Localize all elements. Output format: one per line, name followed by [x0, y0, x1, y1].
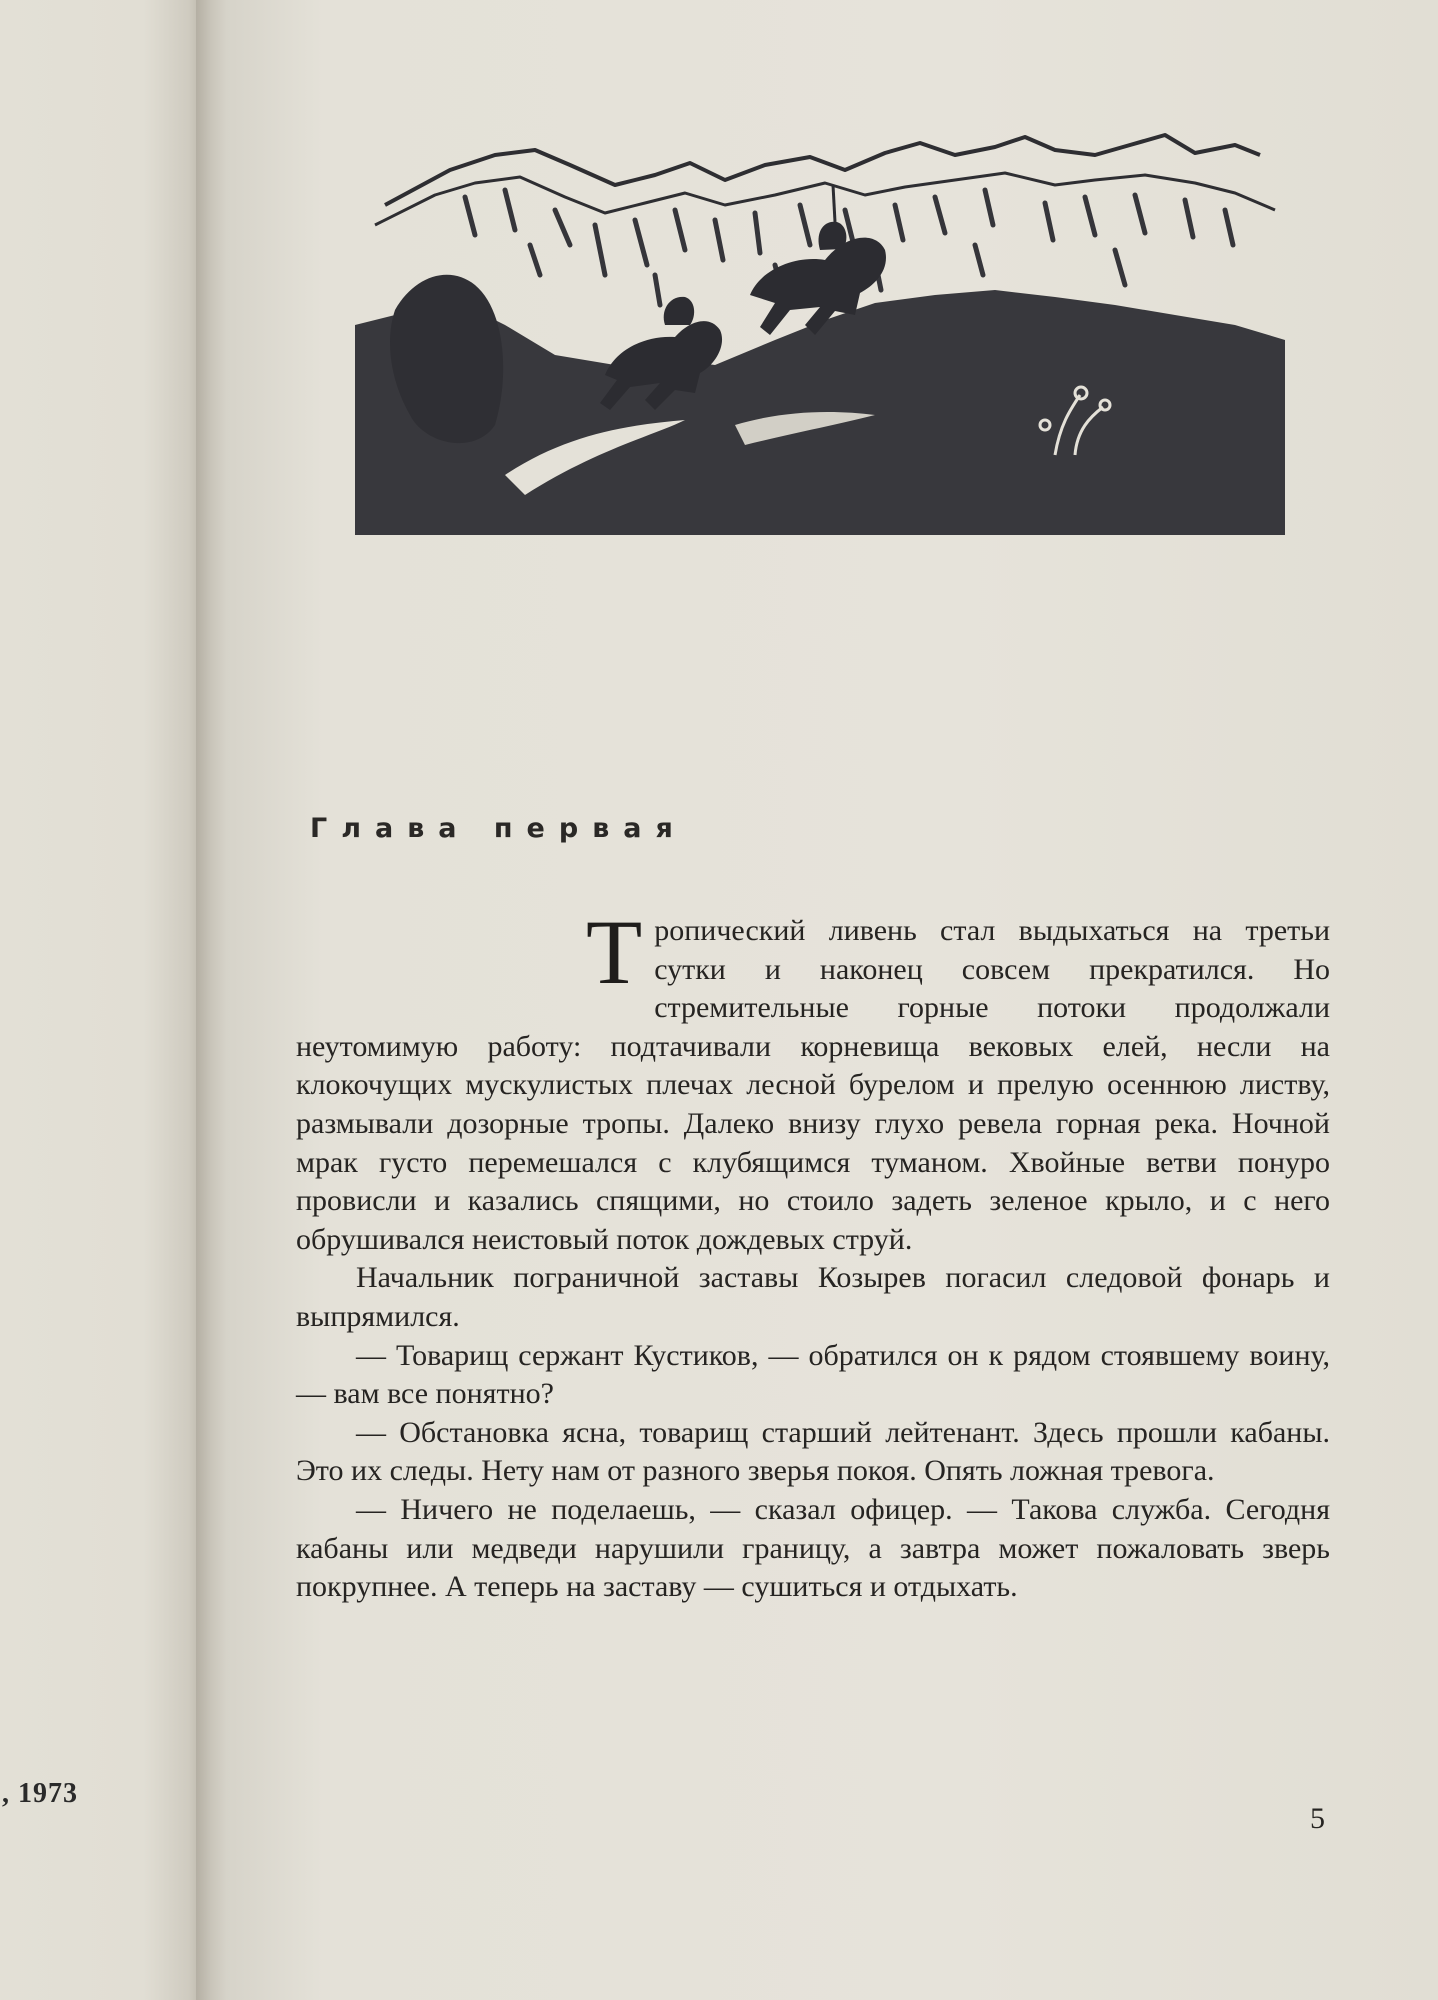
paragraph-3: — Товарищ сержант Кустиков, — обратился он к рядом стоявшему воину, — вам все понятно? — [296, 1338, 1330, 1411]
paragraph-1-text: ропический ливень стал выдыхаться на третьи сутки и наконец совсем прекратился. Но стремительные горные потоки продолжали неутомимую работу: подтачивали корневища вековых елей, несли на клокочущих мускулистых плечах лесной бурелом и прелую осеннюю листву, размывали дозорные тропы. Далеко внизу глухо ревела горная река. Ночной мрак густо перемешался с клубящимся туманом. Хвойные ветви понуро провисли и казались спящими, но стоило задеть зеленое крыло, и с него обрушивался неистовый поток дождевых струй. — [296, 914, 1330, 1256]
mountain-ridge-back — [385, 135, 1260, 205]
paragraph-4: — Обстановка ясна, товарищ старший лейтенант. Здесь прошли кабаны. Это их следы. Нету нам от разного зверья покоя. Опять ложная тревога. — [296, 1415, 1330, 1488]
paragraph-1 — [296, 901, 1330, 1259]
left-page — [0, 0, 205, 2000]
left-page-fragment: , 1973 — [2, 1778, 78, 1809]
dropcap-letter: Т — [586, 901, 643, 1003]
chapter-title: Глава первая — [310, 813, 687, 844]
body-text — [296, 901, 1330, 1607]
paragraph-2: Начальник пограничной заставы Козырев погасил следовой фонарь и выпрямился. — [296, 1261, 1330, 1333]
chapter-illustration — [355, 125, 1285, 535]
paragraph-5: — Ничего не поделаешь, — сказал офицер. — Такова служба. Сегодня кабаны или медведи нарушили границу, а завтра может пожаловать зверь покрупнее. А теперь на заставу — сушиться и отдыхать. — [296, 1492, 1330, 1604]
book-gutter — [196, 0, 230, 2000]
page-number: 5 — [1310, 1802, 1325, 1835]
